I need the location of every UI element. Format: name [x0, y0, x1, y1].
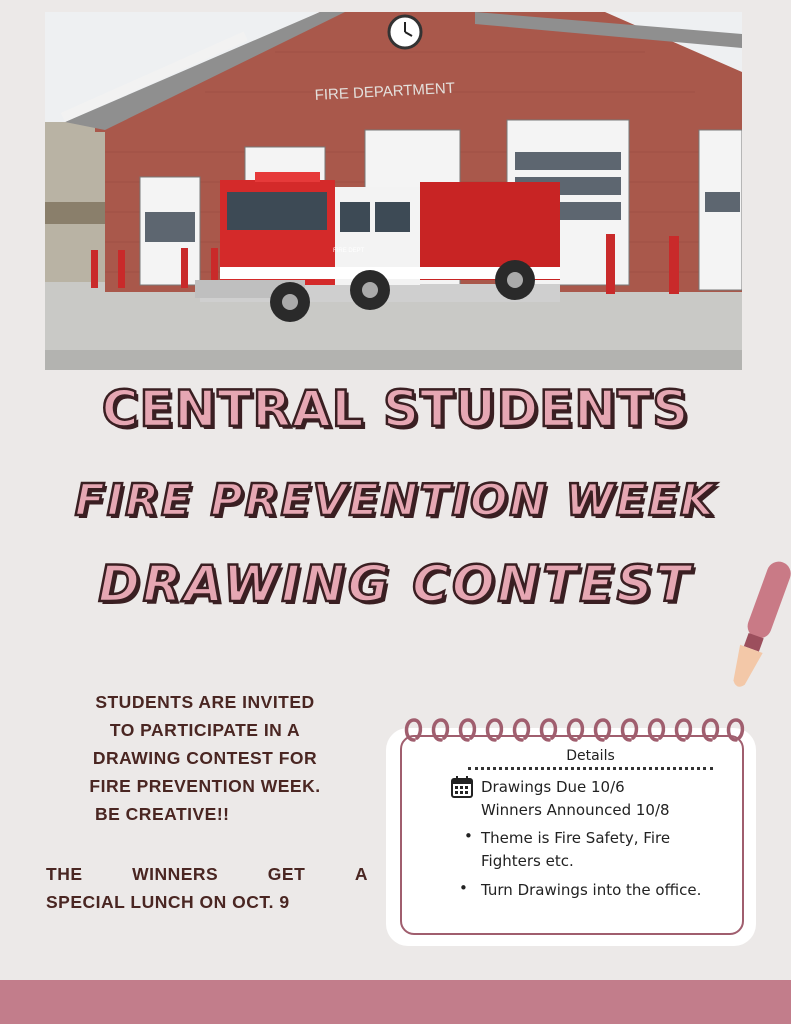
invite-line: DRAWING CONTEST FOR: [92, 748, 318, 768]
calendar-icon: [451, 776, 473, 798]
winners-word: GET: [267, 864, 306, 884]
footer-band: [0, 980, 791, 1024]
details-divider: [468, 767, 713, 770]
notepad-spiral: [400, 712, 745, 752]
fire-station-photo: [45, 12, 742, 370]
winners-line-2: SPECIAL LUNCH ON OCT. 9: [46, 892, 290, 912]
theme-bullet: Theme is Fire Safety, Fire Fighters etc.: [481, 829, 671, 870]
invite-line: TO PARTICIPATE IN A: [109, 720, 301, 740]
heading-drawing-contest: DRAWING CONTEST: [98, 555, 693, 613]
heading-fire-prevention-week: FIRE PREVENTION WEEK: [74, 475, 717, 526]
fire-department-sign: FIRE DEPARTMENT: [314, 79, 456, 104]
winners-word: WINNERS: [132, 864, 219, 884]
drawings-due-date: Drawings Due 10/6: [481, 778, 625, 796]
winners-word: A: [354, 864, 368, 884]
paintbrush-icon: [726, 558, 791, 693]
invite-line: FIRE PREVENTION WEEK.: [89, 776, 321, 796]
winners-text: [46, 860, 368, 916]
details-title: Details: [566, 748, 615, 764]
winners-word: THE: [46, 864, 83, 884]
invitation-text: [40, 688, 370, 828]
heading-central-students: CENTRAL STUDENTS: [101, 380, 690, 438]
bullet-icon: •: [464, 827, 473, 845]
turn-in-bullet: Turn Drawings into the office.: [481, 881, 702, 899]
winners-line-1: [46, 860, 368, 888]
truck-label: FIRE DEPT: [333, 248, 365, 254]
winners-announced-date: Winners Announced 10/8: [481, 801, 670, 819]
bullet-icon: •: [459, 879, 468, 897]
invite-line: BE CREATIVE!!: [95, 804, 230, 824]
invite-line: STUDENTS ARE INVITED: [95, 692, 315, 712]
